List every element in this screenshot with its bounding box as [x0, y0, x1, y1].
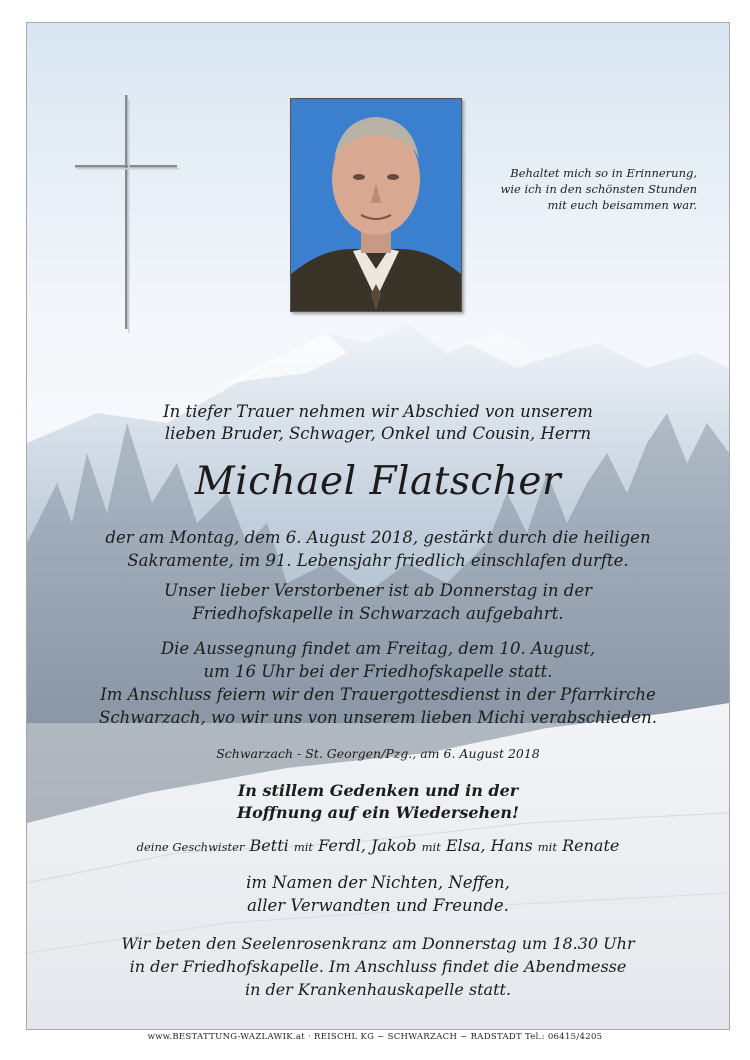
service-line: Im Anschluss feiern wir den Trauergottesdienst in der Pfarrkirche [100, 685, 656, 704]
quote-line: mit euch beisammen war. [547, 198, 697, 212]
remembrance-paragraph [27, 780, 729, 824]
deceased-name: Michael Flatscher [194, 459, 562, 504]
remembrance-line: In stillem Gedenken und in der [237, 781, 519, 800]
signer-name: Ferdl, Jakob [318, 836, 417, 855]
intro-line: In tiefer Trauer nehmen wir Abschied von unserem [163, 402, 593, 421]
relatives-line: aller Verwandten und Freunde. [247, 896, 509, 915]
death-line: der am Montag, dem 6. August 2018, gestärkt durch die heiligen [105, 528, 651, 547]
portrait-photo [290, 98, 462, 312]
viewing-line: Friedhofskapelle in Schwarzach aufgebahrt. [192, 604, 564, 623]
rosary-line: in der Krankenhauskapelle statt. [244, 980, 512, 999]
funeral-home-footer: www.BESTATTUNG-WAZLAWIK.at · REISCHL KG ~ SCHWARZACH ~ RADSTADT Tel.: 06415/4205 [147, 1032, 603, 1042]
signer-name: Betti [249, 836, 289, 855]
signers-prefix: deine Geschwister [136, 840, 245, 854]
viewing-line: Unser lieber Verstorbener ist ab Donnerstag in der [164, 581, 592, 600]
relatives-paragraph [27, 871, 729, 917]
cross-icon [71, 95, 181, 335]
relatives-line: im Namen der Nichten, Neffen, [246, 873, 510, 892]
obituary-card [26, 22, 730, 1030]
rosary-paragraph [27, 932, 729, 1001]
place-date: Schwarzach - St. Georgen/Pzg., am 6. August 2018 [216, 746, 540, 761]
intro-paragraph [27, 401, 729, 445]
memorial-quote [447, 165, 697, 213]
signers-line [27, 835, 729, 858]
remembrance-line: Hoffnung auf ein Wiedersehen! [237, 803, 519, 822]
intro-line: lieben Bruder, Schwager, Onkel und Cousin, Herrn [164, 424, 592, 443]
quote-line: Behaltet mich so in Erinnerung, [510, 166, 697, 180]
service-line: Schwarzach, wo wir uns von unserem lieben Michi verabschieden. [99, 708, 657, 727]
rosary-line: Wir beten den Seelenrosenkranz am Donnerstag um 18.30 Uhr [121, 934, 635, 953]
service-line: um 16 Uhr bei der Friedhofskapelle statt. [203, 662, 553, 681]
quote-line: wie ich in den schönsten Stunden [500, 182, 697, 196]
signers-connector: mit [421, 840, 441, 854]
rosary-line: in der Friedhofskapelle. Im Anschluss findet die Abendmesse [129, 957, 627, 976]
death-line: Sakramente, im 91. Lebensjahr friedlich einschlafen durfte. [127, 551, 629, 570]
death-paragraph [27, 526, 729, 572]
viewing-paragraph [27, 579, 729, 625]
service-line: Die Aussegnung findet am Freitag, dem 10. August, [160, 639, 596, 658]
signers-connector: mit [293, 840, 314, 854]
service-paragraph [27, 637, 729, 729]
signers-connector: mit [537, 840, 557, 854]
signer-name: Renate [562, 836, 620, 855]
signer-name: Elsa, Hans [445, 836, 533, 855]
